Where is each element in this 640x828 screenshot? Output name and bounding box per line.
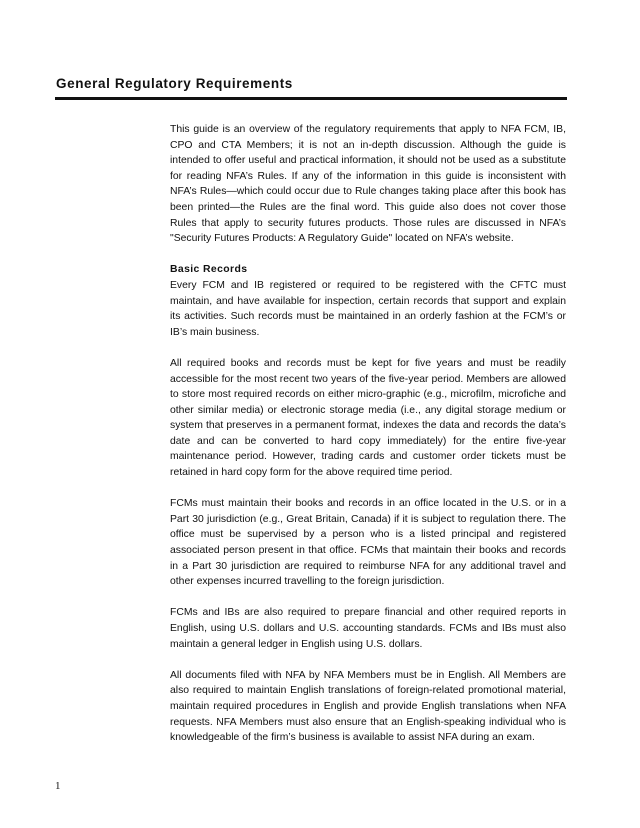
section-header [55, 76, 567, 100]
basic-records-paragraph-5: All documents filed with NFA by NFA Members must be in English. All Members are also required to maintain English translations of foreign-related promotional material, maintain required procedures in English and provide English translations when NFA requests. NFA Members must also ensure that an English-speaking individual who is knowledgeable of the firm’s business is available to assist NFA during an exam. [170, 669, 566, 744]
basic-records-paragraph-2: All required books and records must be kept for five years and must be readily accessible for the most recent two years of the five-year period. Members are allowed to store most required records on either micro-graphic (e.g., microfilm, microfiche and other similar media) or electronic storage media (i.e., any digital storage medium or system that preserves in a permanent format, indexes the data and records the data’s date and can be converted to hard copy immediately) for the entire five-year maintenance period. However, trading cards and customer order tickets must be retained in hard copy form for the above required time period. [170, 357, 566, 479]
title-rule [55, 97, 567, 100]
section-title: General Regulatory Requirements [56, 76, 293, 91]
basic-records-paragraph-1: Every FCM and IB registered or required to be registered with the CFTC must maintain, and have available for inspection, certain records that support and explain its activities. Such records must be maintained in an orderly fashion at the FCM’s or IB’s main business. [170, 279, 566, 338]
basic-records-heading: Basic Records [170, 264, 248, 276]
page-number: 1 [55, 780, 61, 792]
document-body [170, 122, 566, 746]
basic-records-paragraph-4: FCMs and IBs are also required to prepare financial and other required reports in English, using U.S. dollars and U.S. accounting standards. FCMs and IBs must also maintain a general ledger in English using U.S. dollars. [170, 607, 566, 650]
basic-records-paragraph-3: FCMs must maintain their books and records in an office located in the U.S. or in a Part 30 jurisdiction (e.g., Great Britain, Canada) if it is subject to regulation there. The office must be supervised by a person who is a listed principal and registered associated person present in that office. FCMs that maintain their books and records in a Part 30 jurisdiction are required to reimburse NFA for any additional travel and other expenses incurred travelling to the foreign jurisdiction. [170, 498, 566, 588]
intro-paragraph: This guide is an overview of the regulatory requirements that apply to NFA FCM, IB, CPO and CTA Members; it is not an in-depth discussion. Although the guide is intended to offer useful and practical information, it should not be used as a substitute for reading NFA’s Rules. If any of the information in this guide is inconsistent with NFA’s Rules—which could occur due to Rule changes taking place after this book has been printed—the Rules are the final word. This guide also does not cover those Rules that apply to security futures products. Those rules are discussed in NFA’s "Security Futures Products: A Regulatory Guide" located on NFA’s website. [170, 124, 566, 245]
